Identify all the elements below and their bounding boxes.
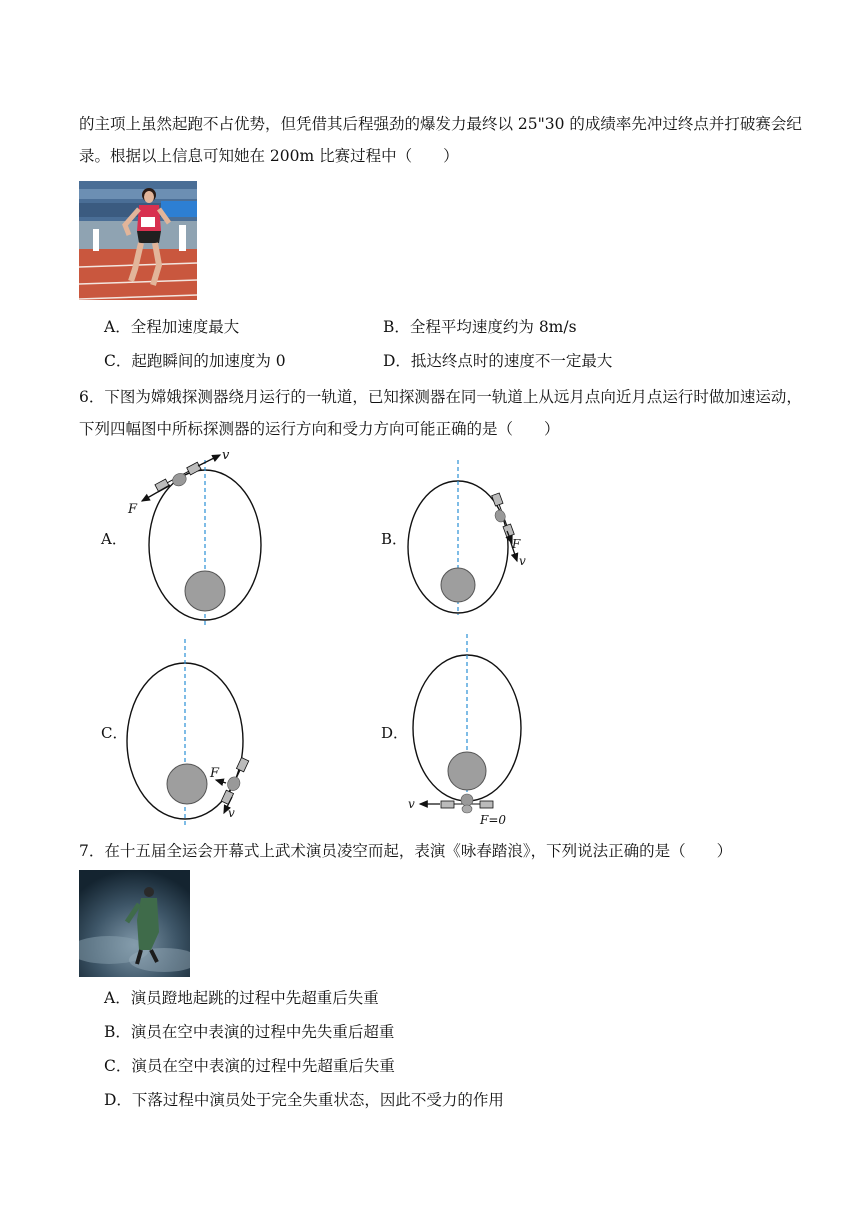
performer-photo xyxy=(79,870,190,977)
orbit-diagram-c xyxy=(120,637,270,827)
velocity-label-d: v xyxy=(408,797,415,811)
velocity-label-c: v xyxy=(228,806,235,820)
orbit-diagram-b xyxy=(395,455,545,620)
q5-option-c: C．起跑瞬间的加速度为 0 xyxy=(104,352,286,370)
runner-photo xyxy=(79,181,197,300)
orbit-diagram-a xyxy=(120,445,270,630)
q7-text-line1: 7．在十五届全运会开幕式上武术演员凌空而起，表演《咏春踏浪》，下列说法正确的是（ ） xyxy=(79,842,733,860)
q6-label-a: A． xyxy=(101,530,127,548)
q7-option-a: A．演员蹬地起跳的过程中先超重后失重 xyxy=(104,989,379,1007)
q7-option-d: D．下落过程中演员处于完全失重状态，因此不受力的作用 xyxy=(104,1091,504,1109)
velocity-label-b: v xyxy=(519,554,526,568)
q6-text-line1: 6．下图为嫦娥探测器绕月运行的一轨道，已知探测器在同一轨道上从远月点向近月点运行时做加速运动， xyxy=(79,388,802,406)
q7-option-b: B．演员在空中表演的过程中先失重后超重 xyxy=(104,1023,395,1041)
force-label-c: F xyxy=(210,766,220,781)
force-label-b: F xyxy=(512,537,521,551)
q6-label-d: D． xyxy=(381,724,409,742)
q6-label-b: B． xyxy=(381,530,408,548)
q5-text-line2: 录。根据以上信息可知她在 200m 比赛过程中（ ） xyxy=(79,147,459,165)
q6-label-c: C． xyxy=(101,724,128,742)
q6-text-line2: 下列四幅图中所标探测器的运行方向和受力方向可能正确的是（ ） xyxy=(79,420,560,438)
orbit-diagram-d xyxy=(400,630,550,830)
velocity-label-a: v xyxy=(222,448,230,463)
q5-text-line1: 的主项上虽然起跑不占优势，但凭借其后程强劲的爆发力最终以 25"30 的成绩率先冲过终点并打破赛会纪 xyxy=(79,115,802,133)
q5-option-d: D．抵达终点时的速度不一定最大 xyxy=(383,352,613,370)
force-label-a: F xyxy=(128,502,138,517)
q5-option-a: A．全程加速度最大 xyxy=(104,318,240,336)
q5-option-b: B．全程平均速度约为 8m/s xyxy=(383,318,577,336)
force-zero-label-d: F=0 xyxy=(480,813,507,827)
q7-option-c: C．演员在空中表演的过程中先超重后失重 xyxy=(104,1057,395,1075)
